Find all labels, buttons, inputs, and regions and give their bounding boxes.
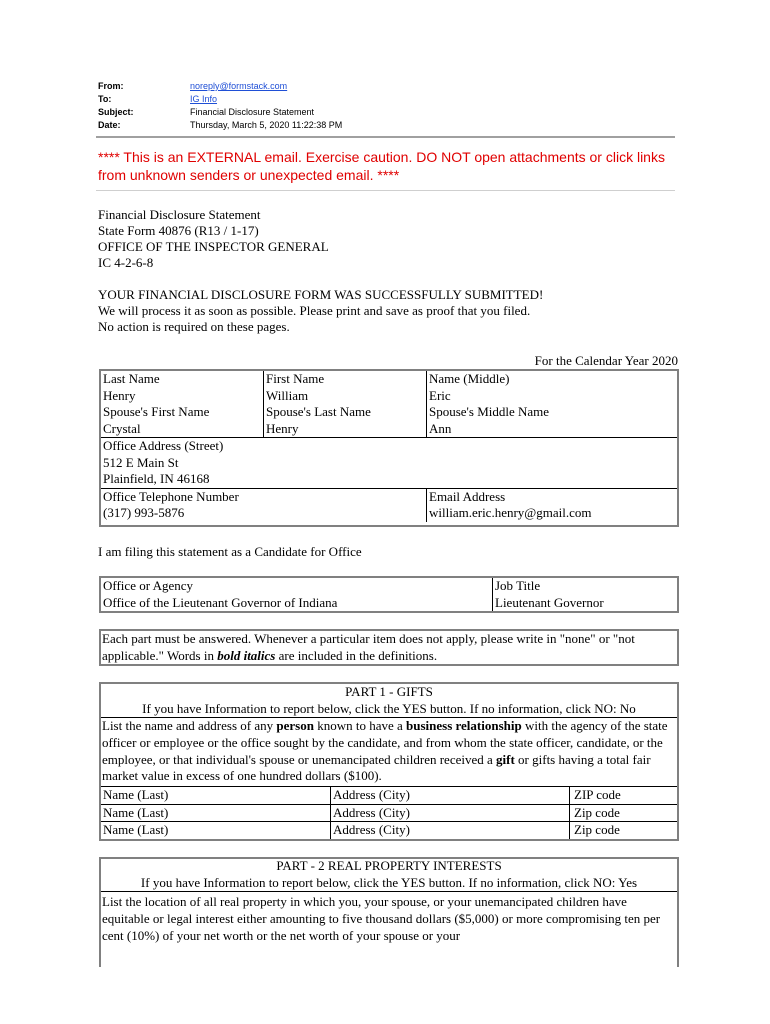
email-label: Email Address bbox=[429, 488, 506, 504]
gift-name-cell: Name (Last) bbox=[101, 787, 331, 805]
middle-name-label: Name (Middle) bbox=[429, 371, 510, 386]
part1-desc-text: List the name and address of any bbox=[102, 718, 277, 733]
part1-gift-table bbox=[101, 786, 677, 839]
external-warning: **** This is an EXTERNAL email. Exercise caution. DO NOT open attachments or click links from unknown senders or unexpected email. **** bbox=[98, 149, 665, 183]
last-name-value: Henry bbox=[103, 387, 136, 403]
part1-desc-text: known to have a bbox=[313, 718, 406, 733]
address-city: Plainfield, IN 46168 bbox=[103, 471, 210, 486]
spouse-first-label: Spouse's First Name bbox=[103, 404, 210, 419]
success-line: No action is required on these pages. bbox=[98, 319, 290, 334]
address-street: 512 E Main St bbox=[103, 454, 179, 470]
success-line: YOUR FINANCIAL DISCLOSURE FORM WAS SUCCESSFULLY SUBMITTED! bbox=[98, 287, 544, 302]
part1-desc-text: or gifts having a total fair market value in excess of one hundred dollars ($100). bbox=[102, 751, 651, 784]
spouse-middle-value: Ann bbox=[429, 420, 452, 436]
part1-title: PART 1 - GIFTS bbox=[345, 684, 433, 699]
part1-desc-bold: gift bbox=[496, 751, 515, 767]
date-label: Date: bbox=[98, 120, 121, 130]
heading-line: Financial Disclosure Statement bbox=[98, 207, 261, 222]
gift-name-cell: Name (Last) bbox=[101, 822, 331, 839]
document-heading bbox=[98, 207, 329, 271]
part2-description: List the location of all real property in which you, your spouse, or your unemancipated children have equitable or legal interest either amounting to five thousand dollars ($5,000) or more compromising ten per cent (10%) of your net worth or the net worth of your spouse or your bbox=[102, 894, 661, 943]
part2-title: PART - 2 REAL PROPERTY INTERESTS bbox=[276, 858, 502, 873]
calendar-year: For the Calendar Year 2020 bbox=[534, 353, 678, 368]
submission-message bbox=[98, 287, 543, 335]
gift-name-cell: Name (Last) bbox=[101, 804, 331, 822]
success-line: We will process it as soon as possible. Please print and save as proof that you filed. bbox=[98, 303, 531, 318]
part1-prompt: If you have Information to report below, click the YES button. If no information, click NO: No bbox=[142, 700, 636, 716]
gift-zip-cell: Zip code bbox=[570, 822, 678, 839]
personal-info-table bbox=[101, 371, 677, 522]
table-row bbox=[101, 787, 677, 805]
filing-status: I am filing this statement as a Candidate for Office bbox=[98, 544, 362, 559]
part1-header bbox=[101, 684, 677, 718]
gift-zip-cell: Zip code bbox=[570, 804, 678, 822]
middle-name-value: Eric bbox=[429, 387, 451, 403]
first-name-label: First Name bbox=[266, 371, 325, 386]
part1-desc-bold: business relationship bbox=[406, 718, 522, 733]
office-table bbox=[101, 578, 677, 611]
instructions-text-end: are included in the definitions. bbox=[275, 647, 438, 663]
phone-label: Office Telephone Number bbox=[103, 488, 239, 504]
job-title-value: Lieutenant Governor bbox=[495, 594, 604, 610]
heading-line: IC 4-2-6-8 bbox=[98, 255, 154, 270]
part1-desc-bold: person bbox=[276, 718, 314, 733]
part2-prompt: If you have Information to report below, click the YES button. If no information, click NO: Yes bbox=[140, 874, 638, 890]
part1-description bbox=[102, 718, 676, 785]
gift-address-cell: Address (City) bbox=[331, 787, 570, 805]
from-label: From: bbox=[98, 81, 124, 91]
last-name-label: Last Name bbox=[103, 371, 160, 386]
heading-line: State Form 40876 (R13 / 1-17) bbox=[98, 223, 259, 238]
header-divider bbox=[96, 136, 675, 138]
from-link[interactable]: noreply@formstack.com bbox=[190, 81, 288, 91]
table-row bbox=[101, 804, 677, 822]
email-value: william.eric.henry@gmail.com bbox=[429, 505, 592, 520]
email-header bbox=[98, 80, 342, 132]
gift-zip-cell: ZIP code bbox=[570, 787, 678, 805]
spouse-last-value: Henry bbox=[266, 420, 299, 436]
heading-line: OFFICE OF THE INSPECTOR GENERAL bbox=[98, 239, 329, 254]
part2-header bbox=[101, 858, 677, 892]
subject-value: Financial Disclosure Statement bbox=[190, 107, 315, 117]
table-row bbox=[101, 822, 677, 839]
phone-value: (317) 993-5876 bbox=[103, 505, 185, 520]
job-title-label: Job Title bbox=[495, 578, 541, 593]
instructions-emphasis: bold italics bbox=[217, 647, 276, 663]
part1-desc-text: with the agency of the state officer or employee or the office sought by the candidate, and from whom the state officer, candidate, or the employee, or that individual's spouse or unemancipated children received a bbox=[102, 718, 668, 767]
spouse-first-value: Crystal bbox=[103, 420, 141, 436]
first-name-value: William bbox=[266, 387, 309, 403]
spouse-last-label: Spouse's Last Name bbox=[266, 404, 371, 419]
warning-divider bbox=[96, 190, 675, 191]
date-value: Thursday, March 5, 2020 11:22:38 PM bbox=[190, 120, 343, 130]
gift-address-cell: Address (City) bbox=[331, 822, 570, 839]
to-link[interactable]: IG Info bbox=[190, 94, 218, 104]
instructions-text: Each part must be answered. Whenever a particular item does not apply, please write in "none" or "not applicable." Words in bbox=[102, 631, 635, 663]
gift-address-cell: Address (City) bbox=[331, 804, 570, 822]
agency-value: Office of the Lieutenant Governor of Indiana bbox=[103, 594, 338, 610]
address-label: Office Address (Street) bbox=[103, 438, 224, 453]
subject-label: Subject: bbox=[98, 107, 134, 117]
agency-label: Office or Agency bbox=[103, 578, 194, 593]
to-label: To: bbox=[98, 94, 112, 104]
instructions bbox=[102, 631, 676, 664]
spouse-middle-label: Spouse's Middle Name bbox=[429, 404, 550, 419]
